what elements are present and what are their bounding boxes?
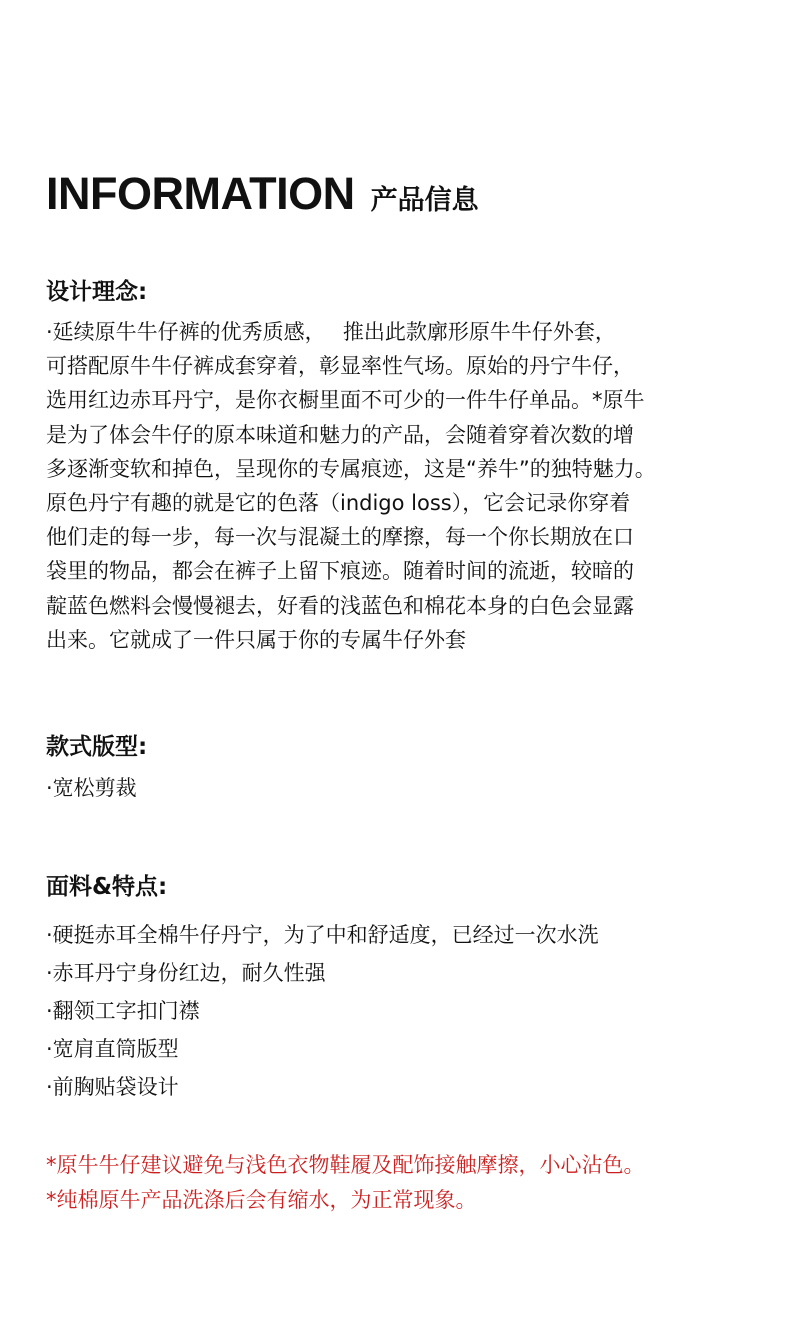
- header-title-zh: 产品信息: [370, 185, 479, 216]
- design-line: 靛蓝色燃料会慢慢褪去，好看的浅蓝色和棉花本身的白色会显露: [46, 593, 634, 618]
- care-note: *纯棉原牛产品洗涤后会有缩水，为正常现象。: [46, 1188, 477, 1212]
- page-header: [46, 168, 479, 227]
- design-line: 是为了体会牛仔的原本味道和魅力的产品，会随着穿着次数的增: [46, 422, 634, 447]
- design-line: 出来。它就成了一件只属于你的专属牛仔外套: [46, 627, 466, 652]
- style-list: [46, 769, 758, 807]
- care-note: *原牛牛仔建议避免与浅色衣物鞋履及配饰接触摩擦，小心沾色。: [46, 1153, 645, 1177]
- fabric-list: [46, 916, 758, 1106]
- design-section-title: 设计理念:: [46, 279, 148, 305]
- care-notes: [46, 1148, 758, 1218]
- style-section-title: 款式版型:: [46, 734, 148, 760]
- fabric-item: ·前胸贴袋设计: [46, 1075, 179, 1099]
- design-line: 袋里的物品，都会在裤子上留下痕迹。随着时间的流逝，较暗的: [46, 559, 634, 584]
- header-title-en: INFORMATION: [46, 168, 355, 219]
- design-line: 选用红边赤耳丹宁，是你衣橱里面不可少的一件牛仔单品。*原牛: [46, 388, 645, 413]
- fabric-section-title: 面料&特点:: [46, 874, 168, 900]
- design-paragraph: [46, 315, 758, 657]
- design-line: 可搭配原牛牛仔裤成套穿着，彰显率性气场。原始的丹宁牛仔，: [46, 354, 634, 379]
- design-line: 多逐渐变软和掉色，呈现你的专属痕迹，这是“养牛”的独特魅力。: [46, 456, 656, 481]
- style-item: ·宽松剪裁: [46, 776, 137, 800]
- design-line: 他们走的每一步，每一次与混凝土的摩擦，每一个你长期放在口: [46, 525, 634, 550]
- design-line: 原色丹宁有趣的就是它的色落（indigo loss），它会记录你穿着: [46, 490, 631, 515]
- fabric-item: ·赤耳丹宁身份红边，耐久性强: [46, 961, 326, 985]
- fabric-item: ·硬挺赤耳全棉牛仔丹宁，为了中和舒适度，已经过一次水洗: [46, 923, 599, 947]
- design-line: ·延续原牛牛仔裤的优秀质感， 推出此款廓形原牛牛仔外套，: [46, 320, 616, 344]
- fabric-item: ·翻领工字扣门襟: [46, 999, 200, 1023]
- fabric-item: ·宽肩直筒版型: [46, 1037, 179, 1061]
